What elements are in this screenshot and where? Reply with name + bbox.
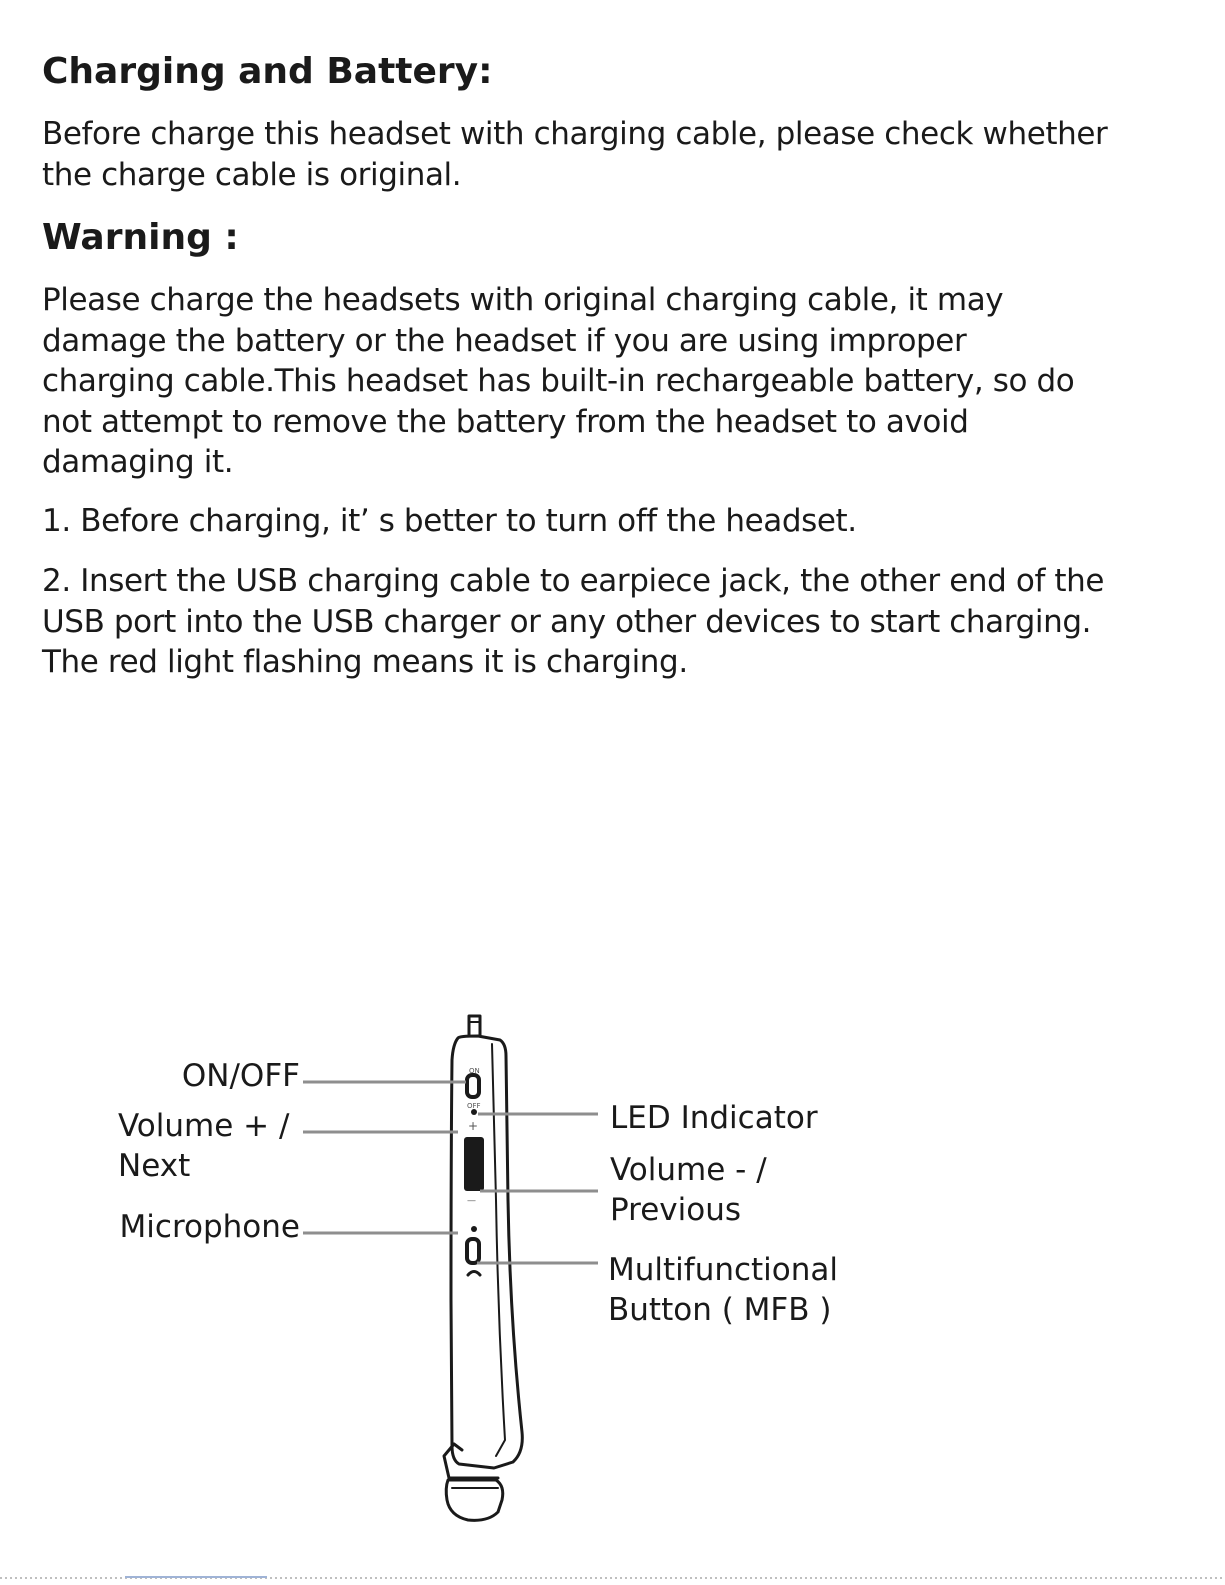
phone-icon <box>468 1272 480 1276</box>
on-mark: ON <box>469 1067 480 1075</box>
volume-rocker <box>464 1137 484 1191</box>
plus-mark: + <box>468 1119 479 1133</box>
headset-body-outline <box>451 1036 522 1468</box>
page-bottom-marker <box>125 1576 267 1578</box>
label-microphone: Microphone <box>119 1209 300 1245</box>
off-mark: OFF <box>467 1102 481 1110</box>
label-led-indicator: LED Indicator <box>610 1100 818 1136</box>
warning-paragraph: Please charge the headsets with original charging cable, it may damage the battery or the headset if you are using improper charging cable.This headset has built-in rechargeable battery, so do not attempt to remove the battery from the headset to avoid damaging it. <box>42 282 1075 480</box>
intro-paragraph: Before charge this headset with charging cable, please check whether the charge cable is original. <box>42 116 1108 193</box>
label-on-off: ON/OFF <box>181 1058 300 1094</box>
step-2: 2. Insert the USB charging cable to earpiece jack, the other end of the USB port into the USB charger or any other devices to start charging. The red light flashing means it is charging. <box>42 563 1105 680</box>
page-title: Charging and Battery: <box>42 51 493 92</box>
step-1: 1. Before charging, it’ s better to turn off the headset. <box>42 503 857 539</box>
headset-device-illustration <box>444 1016 522 1520</box>
ear-tip <box>446 1480 503 1520</box>
label-volume-up-next: Volume + / Next <box>118 1108 290 1184</box>
mfb-button <box>467 1239 479 1263</box>
label-volume-down-previous: Volume - / Previous <box>610 1152 767 1228</box>
on-off-switch <box>467 1075 479 1097</box>
warning-heading: Warning : <box>42 217 239 258</box>
minus-mark: — <box>467 1196 476 1206</box>
microphone-hole <box>471 1226 477 1232</box>
label-multifunctional-button: Multifunctional Button ( MFB ) <box>608 1252 839 1328</box>
